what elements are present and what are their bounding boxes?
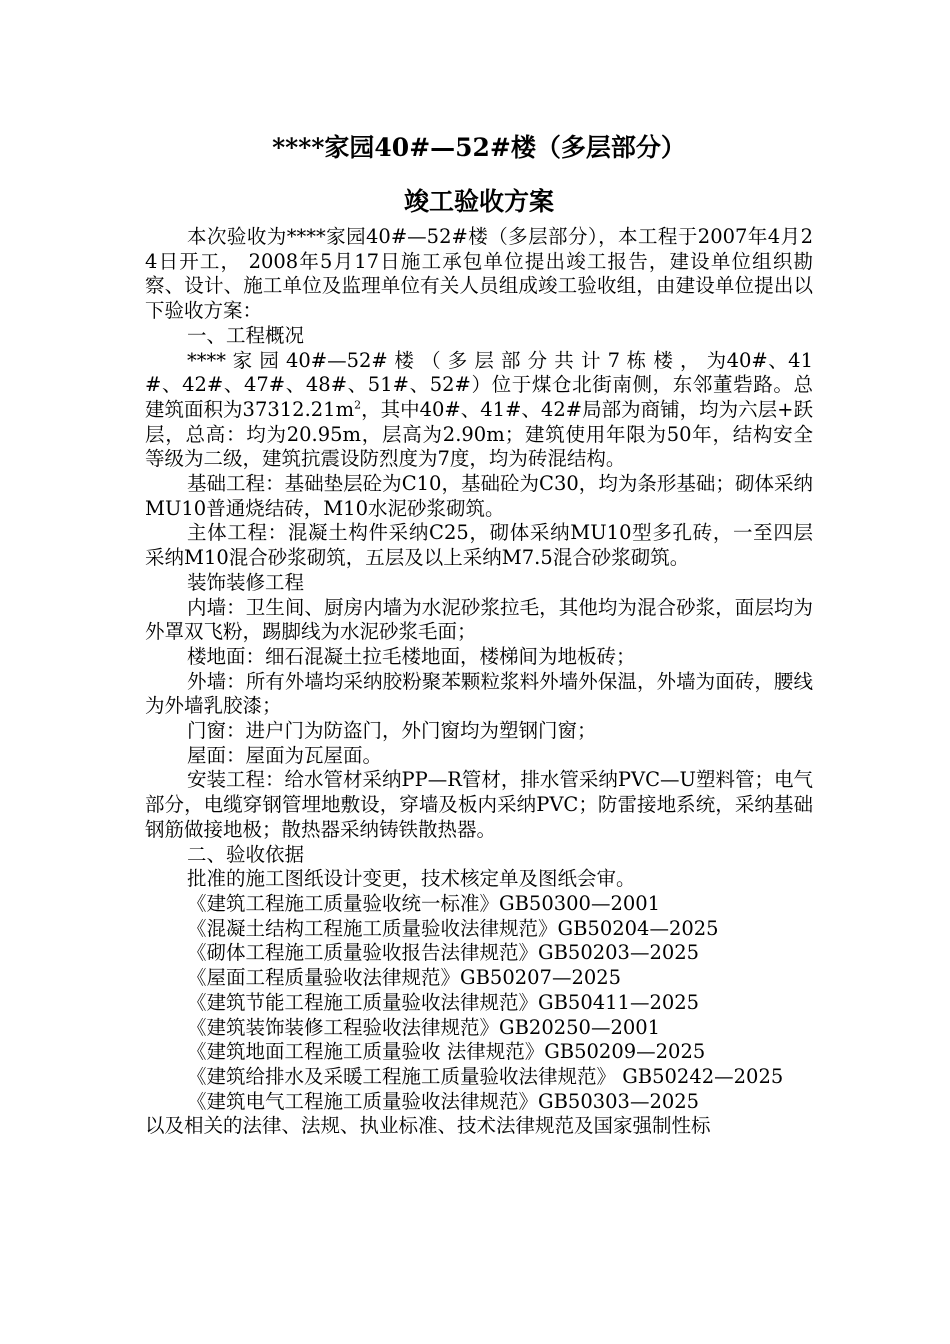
document-content [145, 225, 813, 1139]
standard-item: 《建筑电气工程施工质量验收法律规范》GB50303—2025 [187, 1089, 700, 1113]
exterior-wall-paragraph: 外墙：所有外墙均采纳胶粉聚苯颗粒浆料外墙外保温，外墙为面砖，腰线为外墙乳胶漆； [145, 669, 813, 718]
standard-item: 《建筑节能工程施工质量验收法律规范》GB50411—2025 [187, 990, 700, 1014]
standard-item: 《建筑工程施工质量验收统一标准》GB50300—2001 [187, 891, 661, 915]
foundation-paragraph: 基础工程：基础垫层砼为C10，基础砼为C30，均为条形基础；砌体采纳MU10普通烧结砖，M10水泥砂浆砌筑。 [145, 472, 813, 520]
section-heading-basis: 二、验收依据 [187, 842, 305, 866]
overview-text-part1: **** 家 园 40#—52# 楼 （ 多 层 部 分 共 计 7 栋 楼 ， 为40#、41#、42#、47#、48#、51#、52#）位于煤仓北街南侧，东邻董砦路。总建筑面积为37312.21m [145, 348, 813, 421]
document-title: ****家园40#—52#楼（多层部分） [272, 133, 686, 162]
intro-paragraph: 本次验收为****家园40#—52#楼（多层部分），本工程于2007年4月24日开工， 2008年5月17日施工承包单位提出竣工报告，建设单位组织勘察、设计、施工单位及监理单位有关人员组成竣工验收组，由建设单位提出以下验收方案： [145, 225, 813, 323]
overview-text-part2: ，其中40#、41#、42#局部为商铺，均为六层+跃层，总高：均为20.95m，层高为2.90m；建筑使用年限为50年，结构安全等级为二级，建筑抗震设防烈度为7度，均为砖混结构。 [145, 397, 813, 471]
closing-paragraph: 以及相关的法律、法规、执业标准、技术法律规范及国家强制性标 [145, 1114, 711, 1138]
installation-paragraph: 安装工程：给水管材采纳PP—R管材，排水管采纳PVC—U塑料管；电气部分，电缆穿钢管埋地敷设，穿墙及板内采纳PVC；防雷接地系统，采纳基础钢筋做接地极；散热器采纳铸铁散热器。 [145, 768, 813, 841]
section-heading-overview: 一、工程概况 [187, 323, 305, 347]
standard-item: 《屋面工程质量验收法律规范》GB50207—2025 [187, 966, 622, 990]
standard-item: 《砌体工程施工质量验收报告法律规范》GB50203—2025 [187, 941, 700, 965]
decoration-heading: 装饰装修工程 [187, 570, 305, 594]
superscript-2: 2 [354, 398, 362, 412]
roof-paragraph: 屋面：屋面为瓦屋面。 [187, 743, 383, 767]
basis-intro-paragraph: 批准的施工图纸设计变更，技术核定单及图纸会审。 [187, 867, 636, 891]
doors-windows-paragraph: 门窗：进户门为防盗门，外门窗均为塑钢门窗； [187, 719, 597, 743]
document-body [145, 128, 813, 1139]
interior-wall-paragraph: 内墙：卫生间、厨房内墙为水泥砂浆拉毛，其他均为混合砂浆，面层均为外罩双飞粉，踢脚线为水泥砂浆毛面； [145, 595, 813, 644]
overview-paragraph [145, 349, 813, 473]
standard-item: 《建筑地面工程施工质量验收 法律规范》GB50209—2025 [187, 1040, 706, 1064]
main-structure-paragraph: 主体工程：混凝土构件采纳C25，砌体采纳MU10型多孔砖，一至四层采纳M10混合砂浆砌筑，五层及以上采纳M7.5混合砂浆砌筑。 [145, 521, 813, 570]
standard-item: 《混凝土结构工程施工质量验收法律规范》GB50204—2025 [187, 916, 719, 940]
floor-paragraph: 楼地面：细石混凝土拉毛楼地面，楼梯间为地板砖； [187, 644, 636, 668]
standard-item: 《建筑装饰装修工程验收法律规范》GB20250—2001 [187, 1015, 661, 1039]
document-subtitle: 竣工验收方案 [403, 187, 554, 216]
standard-item: 《建筑给排水及采暖工程施工质量验收法律规范》 GB50242—2025 [187, 1064, 784, 1088]
